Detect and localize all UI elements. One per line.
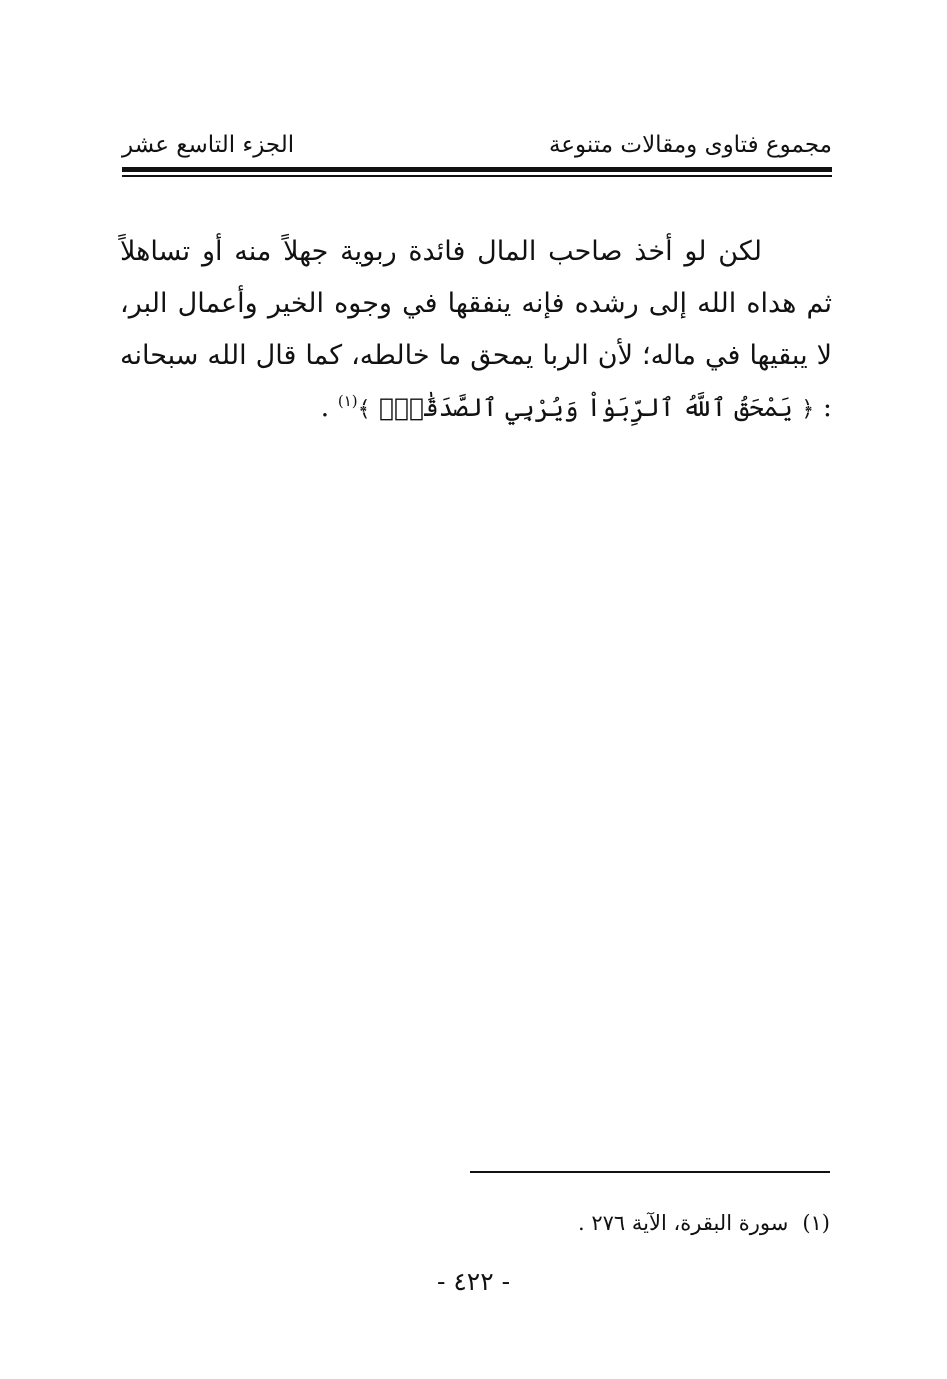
footnote-number: (١) [802,1211,830,1235]
footnote [420,1206,830,1240]
footnote-separator [470,1171,830,1173]
paragraph-end: . [320,392,338,423]
verse-open-bracket: ﴿ [801,397,815,422]
header-rule-thick [122,167,832,172]
main-text [120,226,832,436]
header-rule-thin [122,175,832,177]
volume-label: الجزء التاسع عشر [122,132,295,158]
footnote-text: سورة البقرة، الآية ٢٧٦ . [578,1211,789,1235]
paragraph [120,226,832,436]
page-number: - ٤٢٢ - [436,1267,511,1296]
footnote-reference[interactable]: (١) [337,392,358,410]
book-title: مجموع فتاوى ومقالات متنوعة [548,132,832,158]
paragraph-text: لكن لو أخذ صاحب المال فائدة ربوية جهلاً منه أو تساهلاً ثم هداه الله إلى رشده فإنه ينفقها في وجوه الخير وأعمال البر، لا يبقيها في ماله؛ لأن الربا يمحق ما خالطه، كما قال الله سبحانه : [120,236,832,423]
verse-close-bracket: ﴾ [357,397,371,422]
running-header [122,128,832,162]
quran-verse: يَمْحَقُ ٱللَّهُ ٱلرِّبَوٰاْ وَيُرْبِي ٱلصَّدَقَٰتِۗ [379,393,793,422]
